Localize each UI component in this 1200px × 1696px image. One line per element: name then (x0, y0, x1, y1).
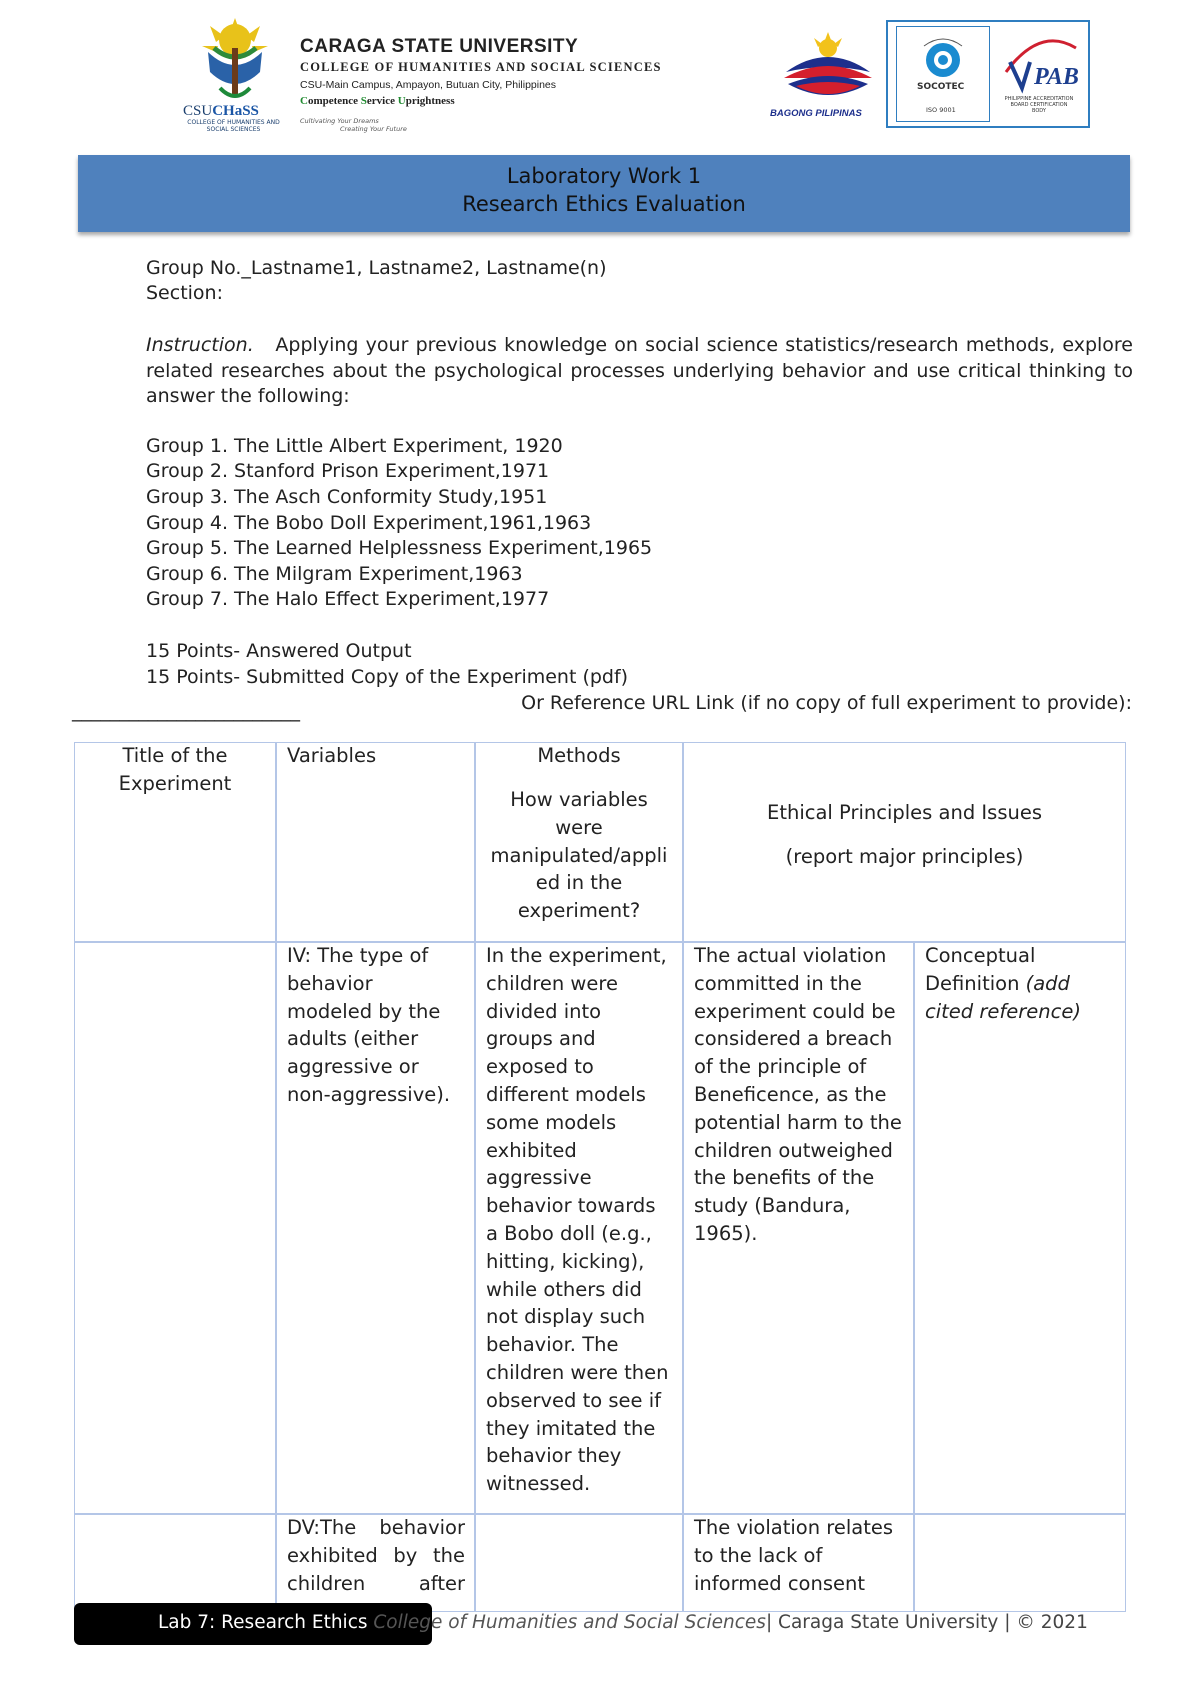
section-line: Section: (146, 282, 223, 304)
campus-address: CSU-Main Campus, Ampayon, Butuan City, Philippines (300, 79, 557, 91)
row1-violation-text: The actual violation committed in the experiment could be considered a breach of the principle of Beneficence, as the potential harm to the children outweighed the benefits of the study (Bandura, 1965). (694, 944, 902, 1245)
header-methods: Methods (537, 744, 621, 767)
svg-text:PAB: PAB (1034, 64, 1079, 90)
group-item-2: Group 2. Stanford Prison Experiment,1971 (146, 460, 550, 482)
url-blank-line: ________________________ (72, 700, 300, 722)
lab-title: Laboratory Work 1 (506, 164, 702, 188)
header-title-experiment: Title of the Experiment (118, 744, 232, 795)
row2-cell-methods (475, 1514, 683, 1612)
socotec-logo (916, 36, 970, 80)
instruction-text: Applying your previous knowledge on social science statistics/research methods, explore related researches about the psychological processes underlying behavior and use critical thinking to answer the following: (146, 334, 1133, 407)
lab-subtitle: Research Ethics Evaluation (462, 192, 746, 216)
instruction-label: Instruction. (146, 334, 254, 356)
header-ethics: Ethical Principles and Issues (767, 801, 1042, 824)
row1-variables-text: IV: The type of behavior modeled by the adults (either aggressive or non-aggressive). (287, 944, 451, 1106)
reference-url-line: Or Reference URL Link (if no copy of full experiment to provide): (521, 692, 1132, 714)
socotec-label: SOCOTEC (917, 82, 965, 92)
header-methods-question: How variables were manipulated/appli ed in the experiment? (490, 788, 668, 923)
iso-label: ISO 9001 (926, 106, 956, 114)
university-motto: Competence Service Uprightness (300, 95, 455, 107)
university-name: CARAGA STATE UNIVERSITY (300, 36, 579, 57)
row2-violation-text: The violation relates to the lack of informed consent (694, 1516, 894, 1595)
pab-logo (1000, 32, 1082, 94)
points-copy: 15 Points- Submitted Copy of the Experiment (pdf) (146, 666, 629, 688)
group-item-3: Group 3. The Asch Conformity Study,1951 (146, 486, 548, 508)
footer-text: Lab 7: Research Ethics College of Humanities and Social Sciences| Caraga State University | © 2021 (158, 1612, 1088, 1633)
header-cell-ethics (683, 742, 1126, 942)
csu-chass-logo (180, 18, 290, 108)
bagong-pilipinas-logo (778, 32, 878, 108)
row1-concept-text: Conceptual Definition (add cited reference) (925, 944, 1081, 1023)
bagong-pilipinas-text: BAGONG PILIPINAS (770, 108, 862, 119)
row1-cell-title (74, 942, 276, 1514)
row2-cell-title (74, 1514, 276, 1612)
group-line: Group No._Lastname1, Lastname2, Lastname(n) (146, 257, 607, 279)
instruction-paragraph (146, 333, 1133, 410)
csu-chass-logo-subtext: COLLEGE OF HUMANITIES AND SOCIAL SCIENCES (187, 119, 280, 133)
group-item-5: Group 5. The Learned Helplessness Experiment,1965 (146, 537, 653, 559)
row1-cell-concept (914, 942, 1126, 1514)
group-item-6: Group 6. The Milgram Experiment,1963 (146, 563, 523, 585)
sub-motto-1: Cultivating Your Dreams (300, 117, 379, 125)
points-output: 15 Points- Answered Output (146, 640, 412, 662)
csu-chass-logo-text: CSUCHaSS (183, 103, 259, 119)
pab-subtext: PHILIPPINE ACCREDITATION BOARD CERTIFICATION BODY (1004, 96, 1074, 114)
header-variables: Variables (287, 744, 377, 767)
group-item-4: Group 4. The Bobo Doll Experiment,1961,1963 (146, 512, 592, 534)
row2-cell-concept (914, 1514, 1126, 1612)
sub-motto-2: Creating Your Future (340, 125, 407, 133)
group-item-1: Group 1. The Little Albert Experiment, 1920 (146, 435, 563, 457)
group-item-7: Group 7. The Halo Effect Experiment,1977 (146, 588, 550, 610)
header-cell-variables (276, 742, 475, 942)
row1-methods-text: In the experiment, children were divided into groups and exposed to different models some models exhibited aggressive behavior towards a Bobo doll (e.g., hitting, kicking), while others did not display such behavior. The children were then observed to see if they imitated the behavior they witnessed. (486, 944, 669, 1496)
college-name: COLLEGE OF HUMANITIES AND SOCIAL SCIENCES (300, 60, 662, 74)
header-ethics-sub: (report major principles) (785, 845, 1024, 868)
row2-variables-text: DV:The behavior exhibited by the children after (287, 1516, 465, 1595)
